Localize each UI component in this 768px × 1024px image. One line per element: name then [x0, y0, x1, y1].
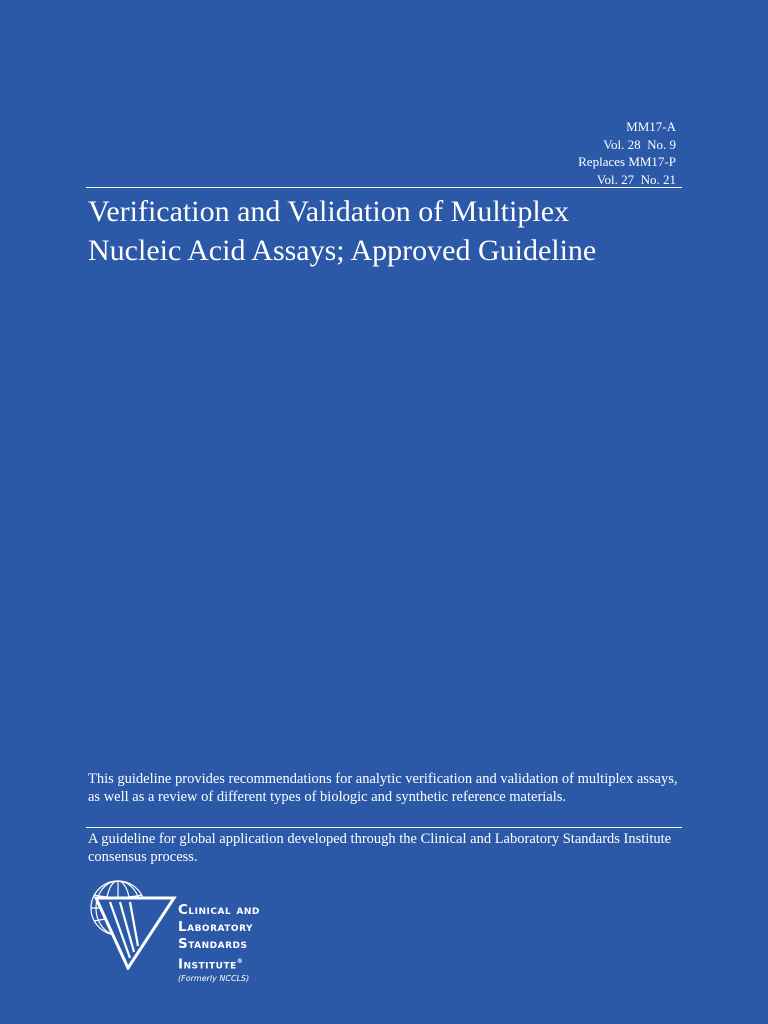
- replaces-label: Replaces MM17-P: [578, 154, 676, 169]
- document-volume: Vol. 28 No. 9: [603, 136, 676, 152]
- globe-triangle-icon: [88, 878, 178, 970]
- document-summary: This guideline provides recommendations for analytic verification and validation of multiplex assays, as well as a review of different types of biologic and synthetic reference materials.: [88, 771, 678, 805]
- process-note: A guideline for global application developed through the Clinical and Laboratory Standards Institute consensus process.: [88, 831, 672, 865]
- title-line-1: Verification and Validation of Multiplex: [88, 195, 570, 228]
- logo-line-2: Laboratory: [178, 919, 254, 935]
- document-code: MM17-A: [626, 119, 676, 134]
- trademark-mark: ®: [236, 958, 244, 965]
- title-line-2: Nucleic Acid Assays; Approved Guideline: [88, 234, 597, 267]
- logo-line-3: Standards: [178, 936, 248, 952]
- top-divider: [86, 187, 682, 188]
- logo-line-4-text: Institute: [178, 956, 237, 973]
- bottom-divider: [86, 827, 682, 828]
- document-meta: [578, 118, 676, 188]
- clsi-logo: [88, 878, 348, 988]
- formerly-note: (Formerly NCCLS): [178, 974, 250, 983]
- replaces-volume: Vol. 27 No. 21: [596, 171, 676, 187]
- logo-line-4: [178, 953, 260, 974]
- document-title: [88, 192, 688, 270]
- institute-name: [178, 902, 260, 974]
- logo-line-1: Clinical and: [178, 902, 260, 918]
